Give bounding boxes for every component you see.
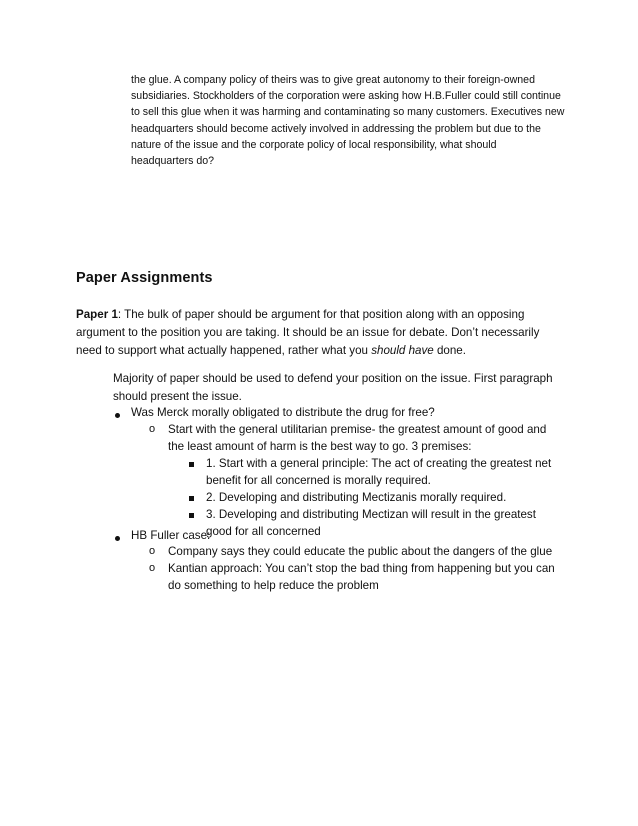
intro-line: the glue. A company policy of theirs was to give great autonomy to their foreign-owned xyxy=(131,74,535,86)
intro-line: nature of the issue and the corporate policy of local responsibility, what should xyxy=(131,138,497,151)
intro-line: to sell this glue when it was harming and contaminating so many customers. Executives new xyxy=(131,106,565,119)
bullet-fuller-text: HB Fuller case: xyxy=(131,529,211,542)
paper1-line3-end: done. xyxy=(433,344,466,357)
paper1-line1-text: : The bulk of paper should be argument for that position along with an opposing xyxy=(117,308,525,321)
sub-bullet-line: do something to help reduce the problem xyxy=(168,579,379,592)
circle-bullet-icon: o xyxy=(149,545,156,557)
paper1-paragraph xyxy=(76,306,556,360)
circle-bullet-icon: o xyxy=(149,562,156,574)
paper1-label: Paper 1 xyxy=(76,308,118,321)
intro-line: headquarters should become actively involved in addressing the problem but due to the xyxy=(131,122,541,135)
paper1-emphasis: should have xyxy=(371,344,434,357)
paper1-line xyxy=(76,342,556,360)
section-heading: Paper Assignments xyxy=(76,270,213,286)
bullet-dot-icon xyxy=(115,413,120,418)
premise-line: 3. Developing and distributing Mectizan will result in the greatest xyxy=(206,508,536,521)
square-bullet-icon xyxy=(189,513,194,518)
intro-paragraph xyxy=(131,72,571,169)
paper1-line xyxy=(76,306,556,324)
sub-bullet-line: Start with the general utilitarian premise- the greatest amount of good and xyxy=(168,423,547,436)
intro-line: subsidiaries. Stockholders of the corporation were asking how H.B.Fuller could still continue xyxy=(131,90,561,103)
circle-bullet-icon: o xyxy=(149,423,156,435)
sub-bullet-line: Kantian approach: You can’t stop the bad thing from happening but you can xyxy=(168,562,555,575)
majority-line: Majority of paper should be used to defend your position on the issue. First paragraph xyxy=(113,372,553,385)
square-bullet-icon xyxy=(189,462,194,467)
bullet-merck-text: Was Merck morally obligated to distribute the drug for free? xyxy=(131,406,435,419)
premise-line: 1. Start with a general principle: The act of creating the greatest net xyxy=(206,457,552,470)
sub-bullet-line: the least amount of harm is the best way to go. 3 premises: xyxy=(168,440,472,453)
sub-bullet-line: Company says they could educate the public about the dangers of the glue xyxy=(168,545,553,558)
premise-line: 2. Developing and distributing Mectizanis morally required. xyxy=(206,491,507,504)
bullet-dot-icon xyxy=(115,536,120,541)
intro-line: headquarters do? xyxy=(131,155,215,168)
square-bullet-icon xyxy=(189,496,194,501)
paper1-line: argument to the position you are taking. It should be an issue for debate. Don’t necessarily xyxy=(76,326,540,339)
premise-line: benefit for all concerned is morally required. xyxy=(206,474,431,487)
majority-line: should present the issue. xyxy=(113,389,242,403)
paper1-line3-start: need to support what actually happened, rather what you xyxy=(76,344,372,357)
majority-paragraph xyxy=(113,370,553,405)
premise-line: good for all concerned xyxy=(206,525,321,538)
